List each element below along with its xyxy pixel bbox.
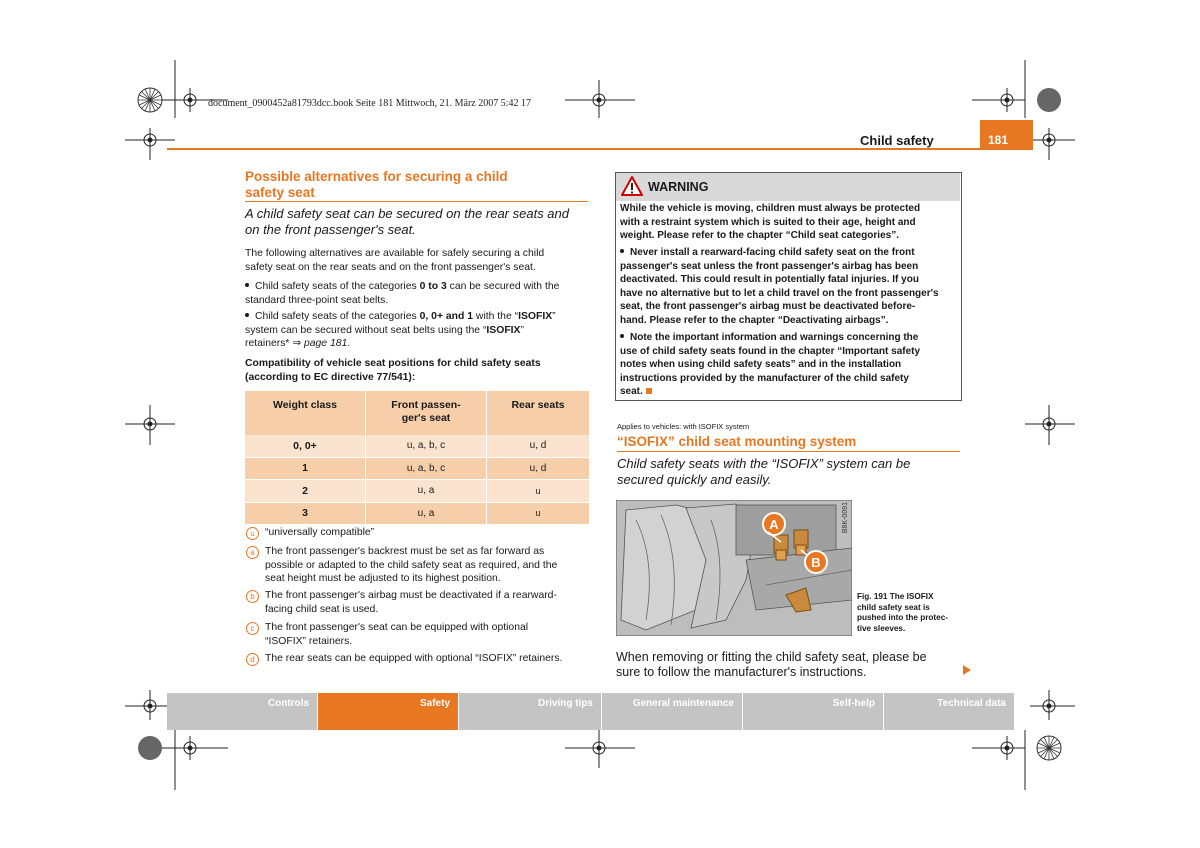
table-header: Front passen- ger's seat	[366, 391, 487, 435]
table-row: 1 u, a, b, c u, d	[245, 457, 589, 480]
footnote: The front passenger's seat can be equipped with optional “ISOFIX” retainers.	[265, 622, 529, 647]
footnote-marker: a	[246, 546, 259, 559]
section-rule	[617, 451, 960, 452]
table-row: 0, 0+ u, a, b, c u, d	[245, 435, 589, 457]
nav-self-help[interactable]: Self-help	[743, 693, 883, 730]
intro-paragraph: The following alternatives are available for safely securing a child safety seat on the rear seats and on the front passenger's seat.	[245, 248, 545, 273]
bullet-item: Child safety seats of the categories 0, 0+ and 1 with the “ISOFIX” system can be secured without seat belts using the “ISOFIX” retainers* ⇒ page 181.	[245, 311, 556, 349]
table-header: Rear seats	[487, 391, 590, 435]
footnote: The front passenger's airbag must be deactivated if a rearward- facing child seat is used.	[265, 590, 557, 615]
bullet-dot	[620, 249, 624, 253]
footnote-marker: d	[246, 653, 259, 666]
callout-a: A	[769, 517, 779, 532]
page-number: 181	[988, 133, 1009, 147]
footnote: The front passenger's backrest must be set as far forward as possible or adapted to the child safety seat as required, and the seat height must be adjusted to its highest position.	[265, 546, 558, 584]
table-caption: Compatibility of vehicle seat positions for child safety seats (according to EC directive 77/541):	[245, 358, 541, 383]
footnote-marker: b	[246, 590, 259, 603]
bullet-dot	[245, 283, 249, 287]
chapter-title: Child safety	[860, 133, 934, 148]
warning-paragraph: Note the important information and warnings concerning the use of child safety seats found in the chapter “Important safety notes when using child safety seats” and in the installation instructions provided by the manufacturer of the child safety seat.	[620, 332, 921, 397]
warning-paragraph: Never install a rearward-facing child safety seat on the front passenger's seat unless the front passenger's airbag has been deactivated. This could result in potentially fatal injuries. If you have no alternative but to let a child travel on the front passenger's seat, the front passenger's airbag must be deactivated before- hand. Please refer to the chapter “Deactivating airbags”.	[620, 247, 939, 326]
footnote: The rear seats can be equipped with optional “ISOFIX” retainers.	[265, 653, 563, 664]
continue-arrow-icon	[962, 664, 972, 676]
bullet-dot	[245, 313, 249, 317]
callout-b: B	[811, 555, 821, 570]
isofix-figure	[616, 500, 852, 636]
footnote-marker: c	[246, 622, 259, 635]
nav-controls[interactable]: Controls	[167, 693, 317, 730]
page-link[interactable]: page 181	[303, 338, 348, 349]
nav-driving-tips[interactable]: Driving tips	[459, 693, 601, 730]
nav-safety[interactable]: Safety	[318, 693, 458, 730]
warning-title: WARNING	[648, 180, 709, 194]
warning-paragraph: While the vehicle is moving, children must always be protected with a restraint system which is suited to their age, height and weight. Please refer to the chapter “Child seat categories”.	[620, 203, 921, 241]
figure-caption: Fig. 191 The ISOFIX child safety seat is pushed into the protec- tive sleeves.	[857, 592, 948, 633]
file-info-header: document_0900452a81793dcc.book Seite 181 Mittwoch, 21. März 2007 5:42 17	[208, 98, 532, 109]
table-row: 3 u, a u	[245, 502, 589, 525]
nav-general-maintenance[interactable]: General maintenance	[602, 693, 742, 730]
end-marker-icon	[646, 388, 652, 394]
footnote: “universally compatible”	[265, 527, 375, 538]
section-title-isofix: “ISOFIX” child seat mounting system	[617, 434, 857, 449]
section-rule	[245, 201, 588, 202]
compatibility-table	[245, 391, 589, 525]
bullet-item: Child safety seats of the categories 0 to 3 can be secured with the standard three-point seat belts.	[245, 281, 560, 306]
warning-triangle-icon	[620, 175, 644, 197]
header-rule	[167, 148, 1033, 150]
section-title-alternatives: Possible alternatives for securing a child safety seat	[245, 169, 508, 200]
bullet-dot	[620, 334, 624, 338]
nav-technical-data[interactable]: Technical data	[884, 693, 1014, 730]
applies-to-note: Applies to vehicles: with ISOFIX system	[617, 422, 750, 431]
table-header: Weight class	[245, 391, 366, 435]
closing-paragraph: When removing or fitting the child safety seat, please be sure to follow the manufacturer's instructions.	[616, 650, 927, 679]
section-lead: A child safety seat can be secured on the rear seats and on the front passenger's seat.	[245, 206, 569, 237]
figure-code: B8K-0091	[842, 502, 849, 534]
footnote-marker: u	[246, 527, 259, 540]
table-row: 2 u, a u	[245, 480, 589, 503]
section-lead: Child safety seats with the “ISOFIX” system can be secured quickly and easily.	[617, 456, 911, 487]
